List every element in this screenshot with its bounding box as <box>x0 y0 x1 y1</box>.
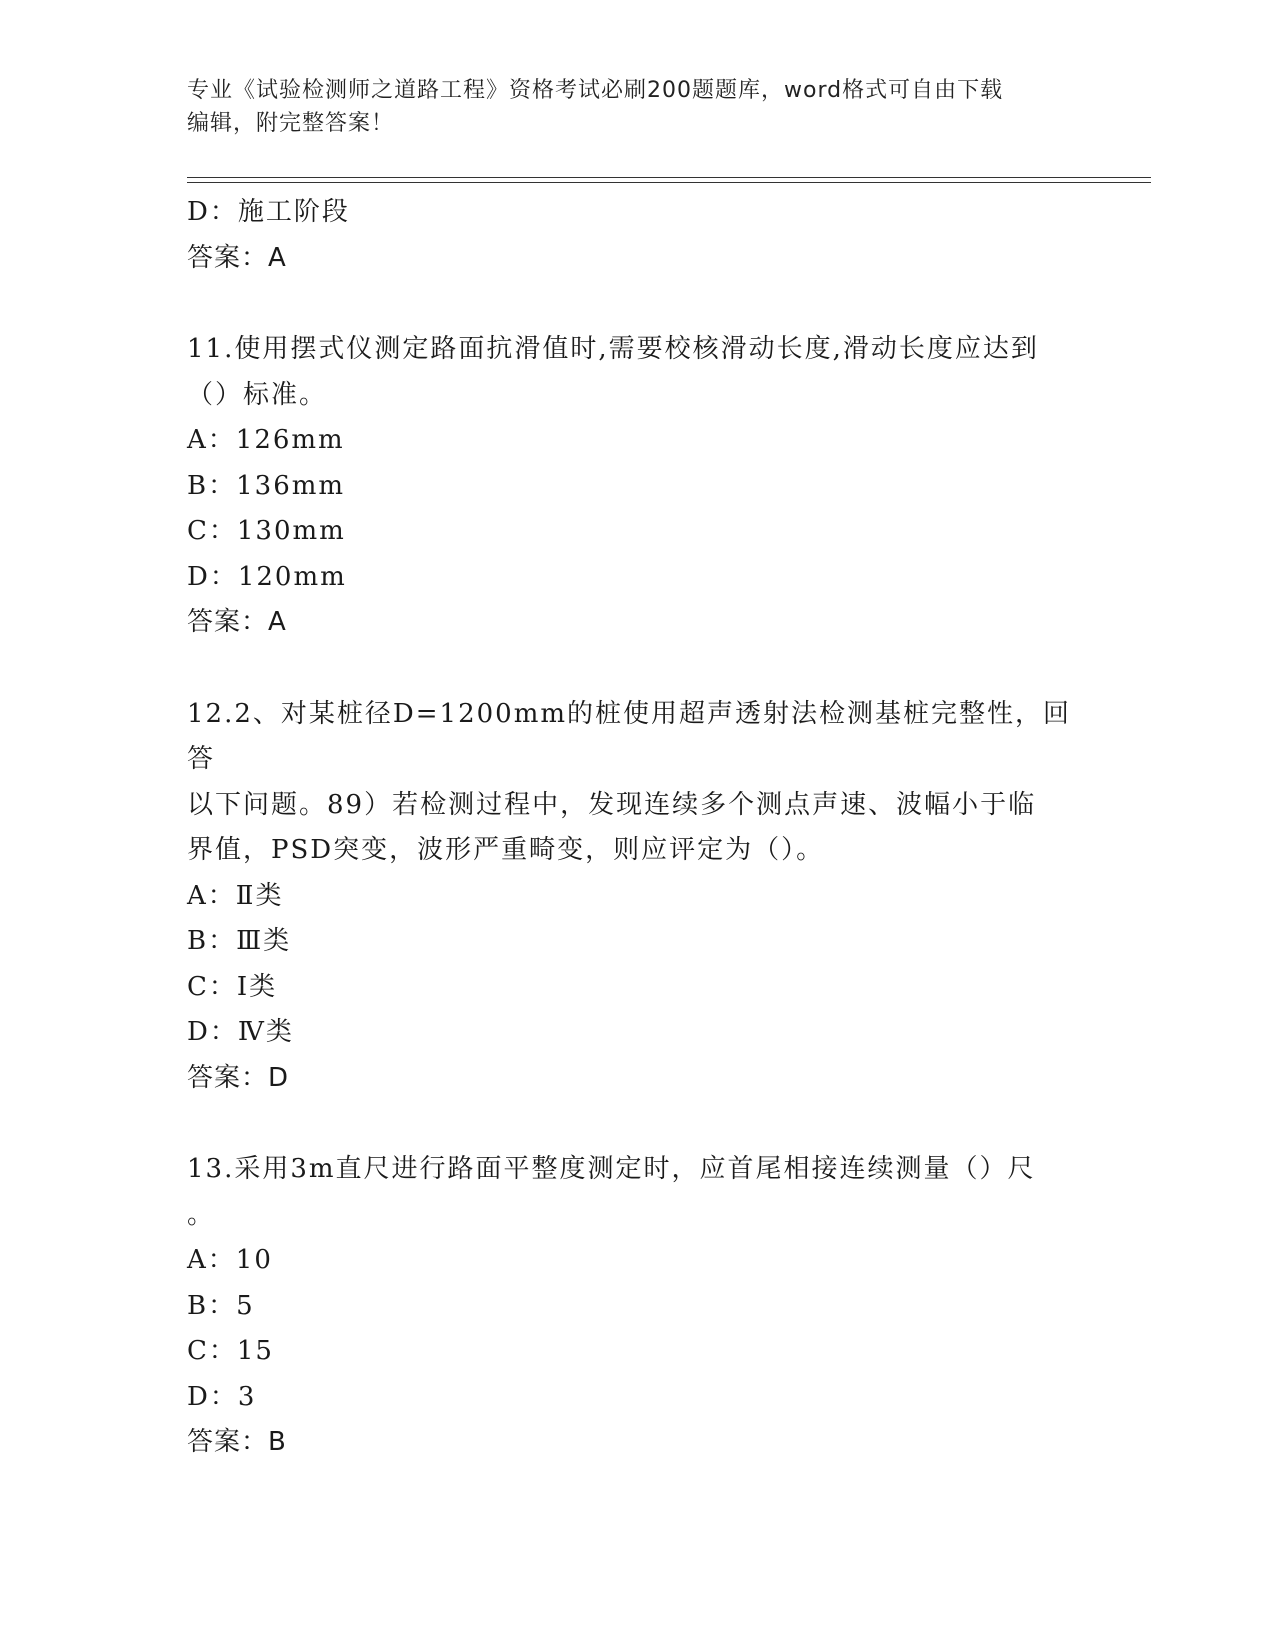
question-text-line: （）标准。 <box>187 379 328 410</box>
question-12 <box>187 692 1087 1102</box>
question-text-line: 界值，PSD突变，波形严重畸变，则应评定为（）。 <box>187 835 825 865</box>
question-spacer <box>187 646 1087 692</box>
question-list <box>187 190 1087 1466</box>
option-c: C：15 <box>187 1336 274 1366</box>
option-a: A：10 <box>187 1245 273 1275</box>
header-line-2: 编辑，附完整答案！ <box>187 111 395 136</box>
question-spacer <box>187 281 1087 327</box>
option-b: B：136mm <box>187 470 346 501</box>
document-header <box>187 74 1067 140</box>
question-11 <box>187 327 1087 646</box>
answer: 答案：B <box>187 1427 287 1457</box>
header-rule-top <box>187 177 1151 178</box>
prev-answer: 答案：A <box>187 242 287 273</box>
header-line-1: 专业《试验检测师之道路工程》资格考试必刷200题题库，word格式可自由下载 <box>187 78 1004 103</box>
option-d: D：120mm <box>187 561 347 592</box>
option-c: C：130mm <box>187 516 346 546</box>
option-d: D：3 <box>187 1381 257 1412</box>
option-d: D：Ⅳ类 <box>187 1017 294 1047</box>
question-text-line: 12.2、对某桩径D=1200mm的桩使用超声透射法检测基桩完整性，回答 <box>187 698 1071 774</box>
option-b: B：Ⅲ类 <box>187 926 292 956</box>
question-text-line: 11.使用摆式仪测定路面抗滑值时,需要校核滑动长度,滑动长度应达到 <box>187 334 1039 364</box>
question-text-line: 以下问题。89）若检测过程中，发现连续多个测点声速、波幅小于临 <box>187 789 1037 820</box>
answer: 答案：A <box>187 607 287 637</box>
answer: 答案：D <box>187 1062 290 1093</box>
option-b: B：5 <box>187 1290 255 1321</box>
header-rule-bottom <box>187 182 1151 183</box>
option-a: A：Ⅱ类 <box>187 880 284 911</box>
question-spacer <box>187 1101 1087 1147</box>
option-a: A：126mm <box>187 425 345 455</box>
prev-option-d: D：施工阶段 <box>187 197 350 227</box>
question-text-line: 13.采用3m直尺进行路面平整度测定时，应首尾相接连续测量（）尺 <box>187 1154 1036 1184</box>
question-13 <box>187 1147 1087 1466</box>
question-text-line: 。 <box>187 1199 216 1230</box>
option-c: C：Ⅰ类 <box>187 971 278 1002</box>
